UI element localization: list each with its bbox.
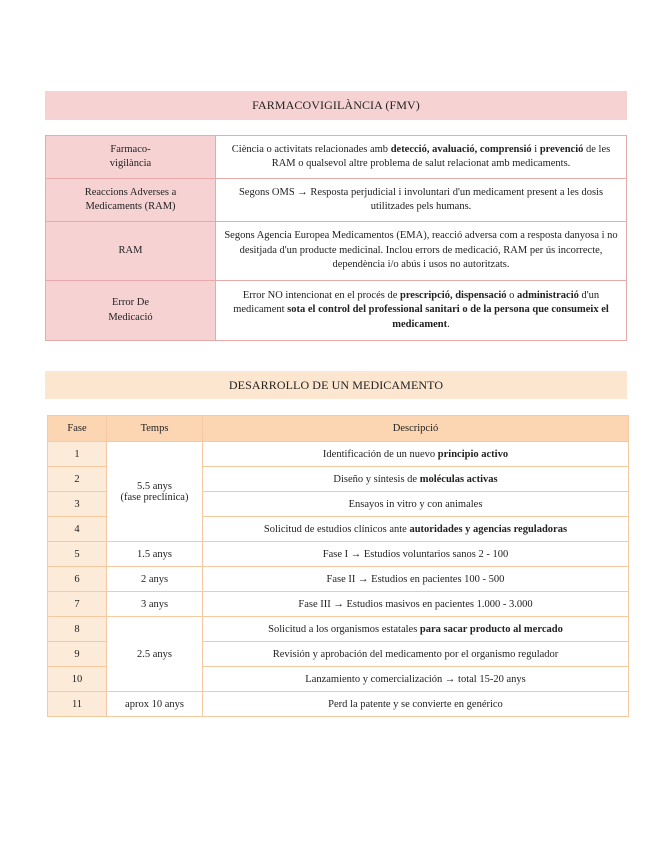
table-header-row <box>48 416 629 442</box>
development-section-title: DESARROLLO DE UN MEDICAMENTO <box>45 371 627 399</box>
emphasized-text: autoridades y agencias reguladoras <box>409 523 568 535</box>
emphasized-text: moléculas activas <box>419 473 498 485</box>
phase-number: 10 <box>48 667 107 692</box>
phase-number: 3 <box>48 492 107 517</box>
text-segment: Fase I → Estudios voluntarios sanos 2 - 100 <box>322 548 509 560</box>
text-segment: d'un medicament <box>233 289 600 316</box>
time-text: (fase preclínica) <box>120 491 189 503</box>
text-segment: Ciència o activitats relacionades amb <box>231 143 391 155</box>
fmv-definition <box>216 136 627 179</box>
text-segment: . <box>447 318 450 330</box>
phase-number: 5 <box>48 542 107 567</box>
text-segment: Fase III → Estudios masivos en pacientes 1.000 - 3.000 <box>298 598 533 610</box>
text-segment: Identificación de un nuevo <box>322 448 438 460</box>
emphasized-text: para sacar producto al mercado <box>419 623 563 635</box>
fmv-term <box>46 222 216 281</box>
text-segment: Ensayos in vitro y con animales <box>348 498 483 510</box>
table-row <box>48 692 629 717</box>
header-description: Descripció <box>203 416 629 442</box>
text-segment: Lanzamiento y comercialización → total 15-20 anys <box>305 673 526 685</box>
term-text: vigilància <box>109 158 152 169</box>
phase-number: 2 <box>48 467 107 492</box>
time-text: 5.5 anys <box>137 480 172 492</box>
term-text: Medicaments (RAM) <box>85 201 176 212</box>
text-segment: Perd la patente y se convierte en genérico <box>328 698 503 710</box>
time-cell: 1.5 anys <box>107 542 203 567</box>
emphasized-text: detecció, avaluació, comprensió <box>390 143 532 155</box>
fmv-definitions-table <box>45 135 627 341</box>
phase-description <box>203 517 629 542</box>
text-segment: Solicitud a los organismos estatales <box>268 623 420 635</box>
table-row <box>48 442 629 467</box>
text-segment: Diseño y síntesis de <box>333 473 420 485</box>
table-row <box>48 592 629 617</box>
term-text: Medicació <box>108 311 153 323</box>
table-row <box>48 542 629 567</box>
time-cell: 3 anys <box>107 592 203 617</box>
phase-description <box>203 617 629 642</box>
table-row <box>48 617 629 642</box>
header-phase: Fase <box>48 416 107 442</box>
fmv-term <box>46 281 216 341</box>
phase-description <box>203 592 629 617</box>
fmv-definition <box>216 179 627 222</box>
phase-number: 11 <box>48 692 107 717</box>
phase-description <box>203 542 629 567</box>
development-phases-table <box>47 415 629 717</box>
fmv-row-error-medicacio <box>46 281 627 341</box>
text-segment: o <box>506 289 518 301</box>
fmv-definition <box>216 222 627 281</box>
fmv-term <box>46 179 216 222</box>
term-text: Farmaco- <box>110 143 151 155</box>
phase-description <box>203 442 629 467</box>
fmv-definition <box>216 281 627 341</box>
text-segment: Segons OMS → Resposta perjudicial i involuntari d'un medicament present a les dosis utilitzades pels humans. <box>238 186 604 212</box>
emphasized-text: prevenció <box>539 143 584 155</box>
text-segment: i <box>531 143 540 155</box>
fmv-row-reaccions-adverses <box>46 179 627 222</box>
term-text: Reaccions Adverses a <box>84 186 177 198</box>
time-cell: 2.5 anys <box>107 617 203 692</box>
header-time: Temps <box>107 416 203 442</box>
phase-number: 4 <box>48 517 107 542</box>
emphasized-text: prescripció, dispensació <box>399 289 507 301</box>
time-cell: 2 anys <box>107 567 203 592</box>
emphasized-text: principio activo <box>437 448 509 460</box>
phase-number: 7 <box>48 592 107 617</box>
phase-number: 9 <box>48 642 107 667</box>
phase-number: 1 <box>48 442 107 467</box>
text-segment: Solicitud de estudios clínicos ante <box>263 523 410 535</box>
term-text: Error De <box>111 297 150 308</box>
phase-description <box>203 467 629 492</box>
term-text: RAM <box>118 244 143 256</box>
text-segment: de les RAM o qualsevol altre problema de salut relacionat amb medicaments. <box>271 143 611 169</box>
phase-description <box>203 667 629 692</box>
table-row <box>48 567 629 592</box>
phase-description <box>203 642 629 667</box>
phase-number: 6 <box>48 567 107 592</box>
phase-description <box>203 692 629 717</box>
text-segment: Segons Agencia Europea Medicamentos (EMA), reacció adversa com a resposta danyosa i no desitjada d'un producte medicinal. Inclou errors de medicació, RAM per ús incorrecte, dependència i/o abús i usos no autoritzats. <box>224 230 618 271</box>
text-segment: Fase II → Estudios en pacientes 100 - 500 <box>326 573 505 585</box>
time-cell: aprox 10 anys <box>107 692 203 717</box>
emphasized-text: sota el control del professional sanitari o de la persona que consumeix el medicament <box>287 304 609 330</box>
emphasized-text: administració <box>517 289 579 301</box>
fmv-section-title: FARMACOVIGILÀNCIA (FMV) <box>45 91 627 120</box>
text-segment: Error NO intencionat en el procés de <box>242 289 400 301</box>
fmv-row-ram <box>46 222 627 281</box>
time-cell <box>107 442 203 542</box>
fmv-row-farmacovigilancia <box>46 136 627 179</box>
fmv-term <box>46 136 216 179</box>
phase-description <box>203 567 629 592</box>
phase-description <box>203 492 629 517</box>
text-segment: Revisión y aprobación del medicamento por el organismo regulador <box>272 648 559 660</box>
phase-number: 8 <box>48 617 107 642</box>
